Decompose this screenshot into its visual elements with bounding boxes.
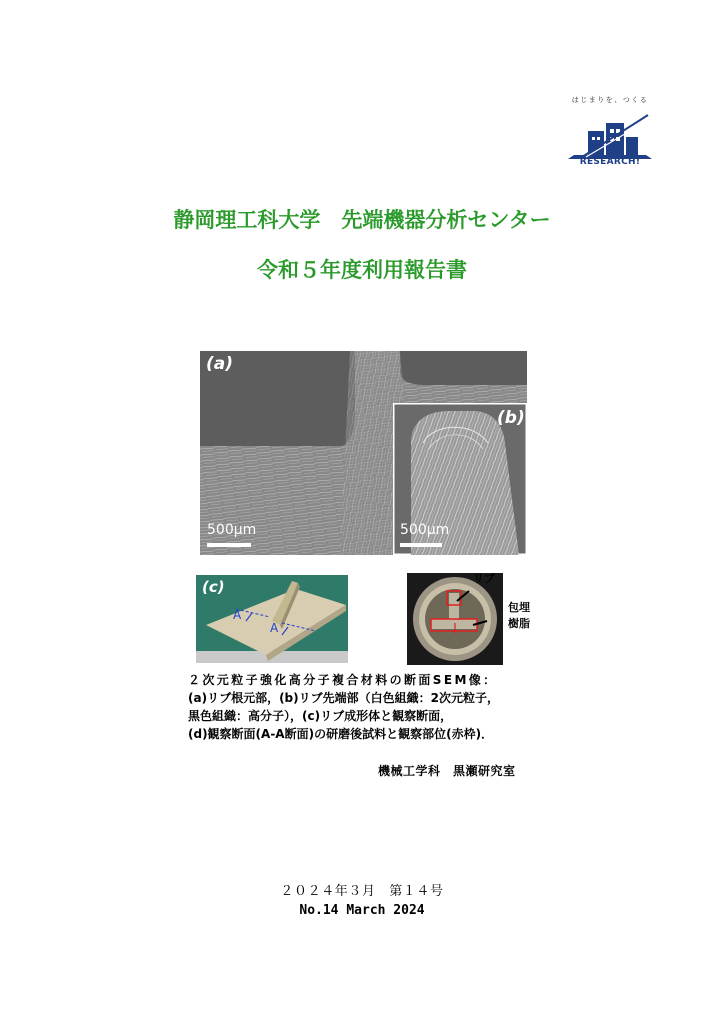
caption-line-3: 黒色組織：高分子），(c)リブ成形体と観察断面， (188, 709, 453, 723)
caption-line-1: ２次元粒子強化高分子複合材料の断面SEM像： (188, 673, 498, 687)
panel-b-label: (b) (497, 408, 525, 428)
resin-callout-line1: 包埋 (508, 601, 530, 614)
logo-wordmark: RESEARCH! (579, 157, 641, 167)
rib-callout-label: リブ (473, 572, 495, 585)
panel-a-scale-label: 500μm (207, 522, 257, 538)
section-mark-right: A (270, 621, 279, 635)
research-logo (560, 95, 660, 175)
section-mark-left: A (233, 608, 242, 622)
panel-a-scale-bar (207, 543, 251, 547)
figure-caption (188, 671, 568, 743)
page-subtitle: 令和５年度利用報告書 (257, 258, 467, 282)
page-title: 静岡理工科大学 先端機器分析センター (173, 208, 551, 232)
resin-callout-line2: 樹脂 (508, 617, 530, 630)
logo-tagline: はじまりを、つくる (571, 96, 649, 104)
caption-line-2: (a)リブ根元部，(b)リブ先端部（白色組織：2次元粒子， (188, 691, 499, 705)
panel-b-scale-label: 500μm (400, 522, 450, 538)
panel-a-label: (a) (206, 354, 234, 374)
lab-credit: 機械工学科 黒瀬研究室 (378, 764, 516, 778)
issue-date-en: No.14 March 2024 (299, 903, 425, 918)
building-logo-icon (568, 109, 652, 159)
caption-line-4: (d)観察断面(A-A断面)の研磨後試料と観察部位(赤枠)． (188, 727, 494, 741)
panel-c-label: (c) (202, 578, 225, 596)
panel-b-scale-bar (400, 543, 442, 547)
issue-date-jp: ２０２４年３月 第１４号 (280, 884, 444, 899)
